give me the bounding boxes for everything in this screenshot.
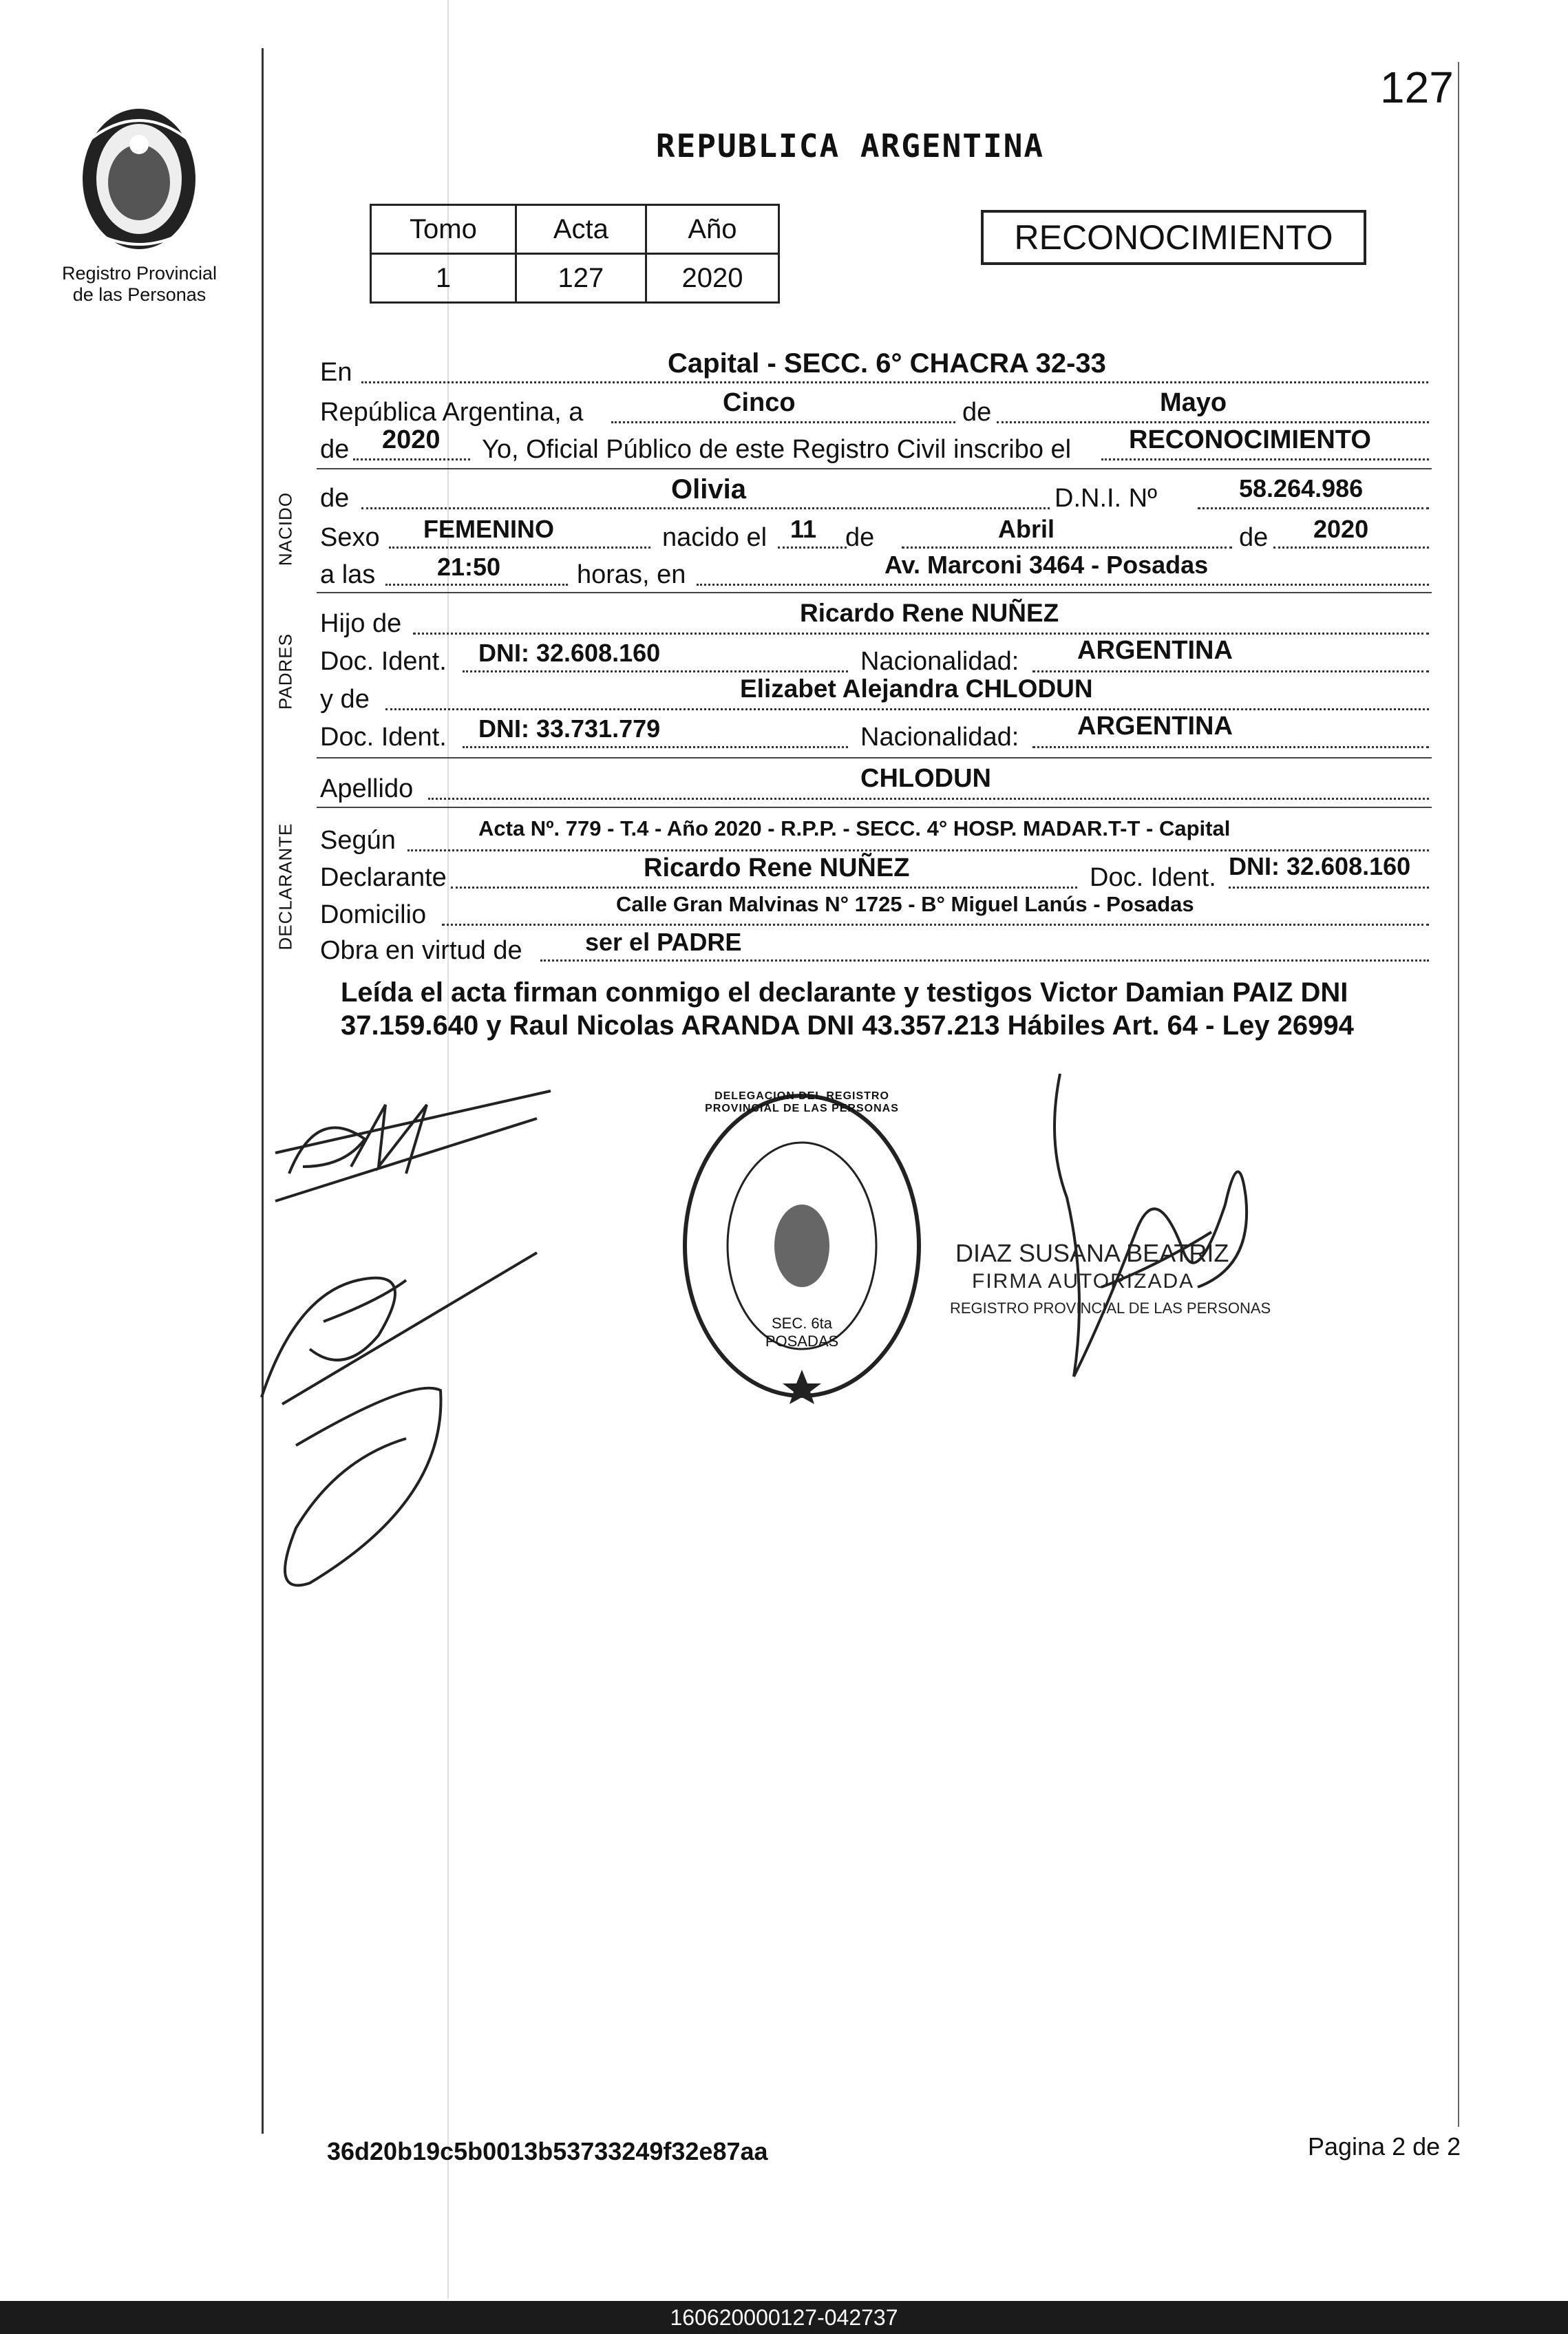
apellido-label: Apellido xyxy=(320,774,414,803)
republica-label: República Argentina, a xyxy=(320,398,584,427)
doc1-dots-line xyxy=(463,670,848,672)
month-value: Mayo xyxy=(1160,388,1227,417)
doc2-value: DNI: 33.731.779 xyxy=(478,714,661,743)
day-dots xyxy=(611,421,955,423)
sexo-dots xyxy=(389,547,650,549)
register-value-tomo: 1 xyxy=(371,254,516,303)
segun-label: Según xyxy=(320,826,396,855)
dni-value: 58.264.986 xyxy=(1239,474,1364,502)
horas-label: horas, en xyxy=(577,560,686,589)
nac2-dots xyxy=(1032,746,1429,748)
name-value: Olivia xyxy=(671,474,746,505)
dni-label: D.N.I. Nº xyxy=(1055,484,1157,513)
de5-label: de xyxy=(1239,523,1269,552)
birth-day-value: 11 xyxy=(790,515,817,543)
doc3-value: DNI: 32.608.160 xyxy=(1229,852,1411,880)
birth-day-dots xyxy=(778,547,847,549)
register-header-ano: Año xyxy=(646,205,778,254)
time-dots xyxy=(385,584,568,586)
official-org: REGISTRO PROVINCIAL DE LAS PERSONAS xyxy=(950,1299,1271,1317)
witness-signature-2 xyxy=(241,1239,558,1611)
doc1-value: DNI: 32.608.160 xyxy=(478,639,661,667)
sexo-label: Sexo xyxy=(320,523,380,552)
province-logo xyxy=(70,103,208,262)
official-role: FIRMA AUTORIZADA xyxy=(972,1270,1195,1293)
apellido-value: CHLODUN xyxy=(860,764,991,793)
register-value-acta: 127 xyxy=(516,254,646,303)
domicilio-label: Domicilio xyxy=(320,900,427,929)
place-dots xyxy=(697,584,1429,586)
logo-caption-1: Registro Provincial xyxy=(61,263,218,284)
year-dots xyxy=(353,458,470,460)
act-type-box: RECONOCIMIENTO xyxy=(981,210,1366,265)
de2-label: de xyxy=(320,435,350,464)
stamp-inner-text: SEC. 6ta POSADAS xyxy=(765,1315,839,1350)
official-name: DIAZ SUSANA BEATRIZ xyxy=(955,1239,1229,1267)
register-header-tomo: Tomo xyxy=(371,205,516,254)
doc2-dots xyxy=(463,746,848,748)
birth-year-dots xyxy=(1273,547,1429,549)
father-value: Ricardo Rene NUÑEZ xyxy=(800,599,1059,627)
declarante-value: Ricardo Rene NUÑEZ xyxy=(644,853,910,882)
yde-label: y de xyxy=(320,685,370,714)
section-label-padres: PADRES xyxy=(275,633,296,710)
document-hash: 36d20b19c5b0013b53733249f32e87aa xyxy=(327,2137,768,2165)
time-value: 21:50 xyxy=(437,553,501,581)
declarante-dots xyxy=(451,887,1077,889)
register-value-ano: 2020 xyxy=(646,254,778,303)
doc2-label: Doc. Ident. xyxy=(320,723,447,752)
en-label: En xyxy=(320,358,352,387)
de4-label: de xyxy=(845,523,875,552)
year-value: 2020 xyxy=(382,425,441,454)
yo-label: Yo, Oficial Público de este Registro Civil inscribo el xyxy=(482,435,1072,464)
domicilio-value: Calle Gran Malvinas N° 1725 - B° Miguel Lanús - Posadas xyxy=(616,892,1194,916)
stamp-seal-icon xyxy=(678,1088,926,1404)
doc3-dots xyxy=(1229,887,1429,889)
logo-caption-2: de las Personas xyxy=(72,284,206,305)
section-label-nacido: NACIDO xyxy=(275,491,296,566)
doc1-label: Doc. Ident. xyxy=(320,647,447,676)
divider-3 xyxy=(317,757,1432,758)
nac2-value: ARGENTINA xyxy=(1077,712,1233,741)
doc3-label: Doc. Ident. xyxy=(1090,863,1216,892)
segun-dots xyxy=(407,849,1429,851)
en-value: Capital - SECC. 6° CHACRA 32-33 xyxy=(668,348,1106,379)
act-dots xyxy=(1101,458,1429,460)
nac2-label: Nacionalidad: xyxy=(860,723,1019,752)
closing-line-1: Leída el acta firman conmigo el declarante y testigos Victor Damian PAIZ DNI xyxy=(341,977,1348,1008)
day-value: Cinco xyxy=(723,388,796,417)
mother-dots xyxy=(385,708,1429,710)
place-value: Av. Marconi 3464 - Posadas xyxy=(884,551,1209,579)
hijo-label: Hijo de xyxy=(320,609,402,638)
divider-4 xyxy=(317,807,1432,808)
page-number: 127 xyxy=(1380,63,1454,112)
domicilio-dots xyxy=(442,924,1429,926)
stamp-ring-text: DELEGACION DEL REGISTRO PROVINCIAL DE LAS PERSONAS xyxy=(705,1090,899,1114)
obra-label: Obra en virtud de xyxy=(320,936,522,965)
birth-month-value: Abril xyxy=(998,515,1055,543)
registry-stamp xyxy=(678,1088,926,1404)
sexo-value: FEMENINO xyxy=(423,515,555,543)
divider-1 xyxy=(317,468,1432,469)
obra-value: ser el PADRE xyxy=(585,928,742,956)
closing-line-2: 37.159.640 y Raul Nicolas ARANDA DNI 43.357.213 Hábiles Art. 64 - Ley 26994 xyxy=(341,1010,1354,1041)
name-dots xyxy=(361,507,1050,509)
divider-2 xyxy=(317,592,1432,593)
nac1-label: Nacionalidad: xyxy=(860,647,1019,676)
de3-label: de xyxy=(320,484,350,513)
official-signature xyxy=(1019,1060,1267,1390)
birth-year-value: 2020 xyxy=(1313,515,1369,543)
obra-dots xyxy=(540,959,1429,962)
province-seal-icon xyxy=(70,103,208,262)
nacido-label: nacido el xyxy=(662,523,767,552)
register-table xyxy=(370,204,780,304)
nac1-value: ARGENTINA xyxy=(1077,636,1233,665)
register-header-acta: Acta xyxy=(516,205,646,254)
act-value: RECONOCIMIENTO xyxy=(1129,425,1371,454)
mother-value: Elizabet Alejandra CHLODUN xyxy=(740,675,1093,703)
en-dots xyxy=(361,381,1428,383)
dni-dots xyxy=(1198,507,1429,509)
apellido-dots xyxy=(428,798,1429,800)
birth-month-dots xyxy=(902,547,1232,549)
segun-value: Acta Nº. 779 - T.4 - Año 2020 - R.P.P. - SECC. 4° HOSP. MADAR.T-T - Capital xyxy=(478,816,1231,840)
page-label: Pagina 2 de 2 xyxy=(1308,2132,1461,2161)
a-las-label: a las xyxy=(320,560,376,589)
declarante-label: Declarante xyxy=(320,863,447,892)
father-dots xyxy=(413,633,1429,635)
section-label-declarante: DECLARANTE xyxy=(275,823,296,951)
month-dots xyxy=(997,421,1429,423)
right-margin-line xyxy=(1458,62,1459,2127)
document-title: REPUBLICA ARGENTINA xyxy=(655,127,1045,165)
nac1-dots xyxy=(1032,670,1429,672)
de-label: de xyxy=(962,398,992,427)
witness-signature-1 xyxy=(262,1063,564,1215)
footer-code-bar: 160620000127-042737 xyxy=(0,2301,1568,2334)
